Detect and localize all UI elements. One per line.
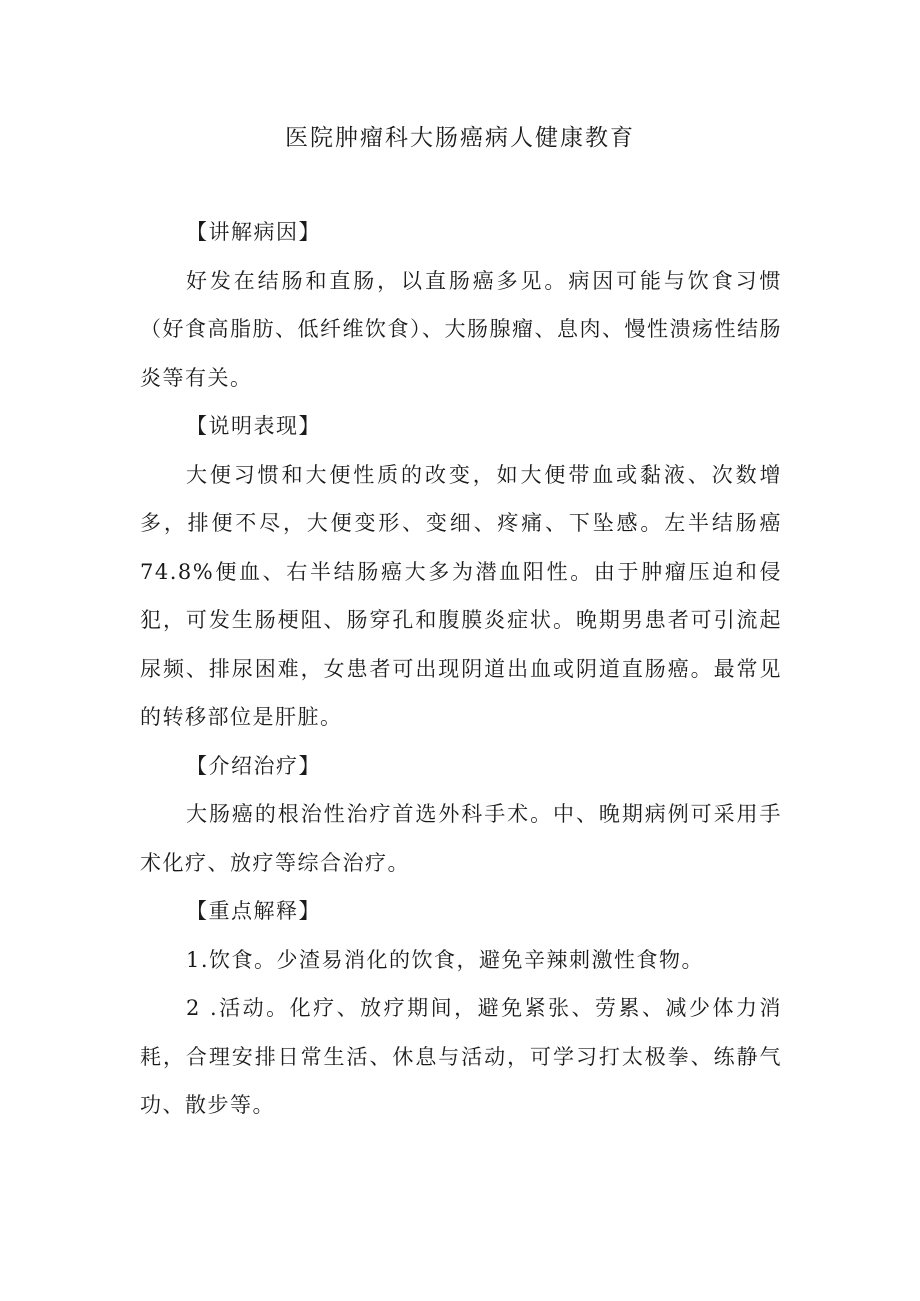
section-heading: 【讲解病因】 (186, 220, 321, 244)
paragraph: 好发在结肠和直肠，以直肠癌多见。病因可能与饮食习惯（好食高脂肪、低纤维饮食）、大肠腺瘤、息肉、慢性溃疡性结肠炎等有关。 (140, 268, 782, 390)
section-heading: 【重点解释】 (186, 899, 321, 923)
paragraph: 大便习惯和大便性质的改变，如大便带血或黏液、次数增多，排便不尽，大便变形、变细、疼痛、下坠感。左半结肠癌74.8%便血、右半结肠癌大多为潜血阳性。由于肿瘤压迫和侵犯，可发生肠梗阻、肠穿孔和腹膜炎症状。晚期男患者可引流起尿频、排尿困难，女患者可出现阴道出血或阴道直肠癌。最常见的转移部位是肝脏。 (140, 462, 782, 729)
list-item: 2 .活动。化疗、放疗期间，避免紧张、劳累、减少体力消耗，合理安排日常生活、休息与活动，可学习打太极拳、练静气功、散步等。 (140, 996, 782, 1117)
list-item: 1.饮食。少渣易消化的饮食，避免辛辣刺激性食物。 (186, 947, 705, 972)
document-title: 医院肿瘤科大肠癌病人健康教育 (285, 125, 635, 151)
section-key-points (140, 887, 782, 1130)
document-body (140, 208, 782, 1130)
section-heading: 【说明表现】 (186, 414, 321, 438)
section-treatment (140, 742, 782, 888)
section-heading: 【介绍治疗】 (186, 753, 321, 778)
section-symptoms (140, 402, 782, 742)
section-cause (140, 208, 782, 402)
paragraph: 大肠癌的根治性治疗首选外科手术。中、晚期病例可采用手术化疗、放疗等综合治疗。 (140, 802, 782, 875)
